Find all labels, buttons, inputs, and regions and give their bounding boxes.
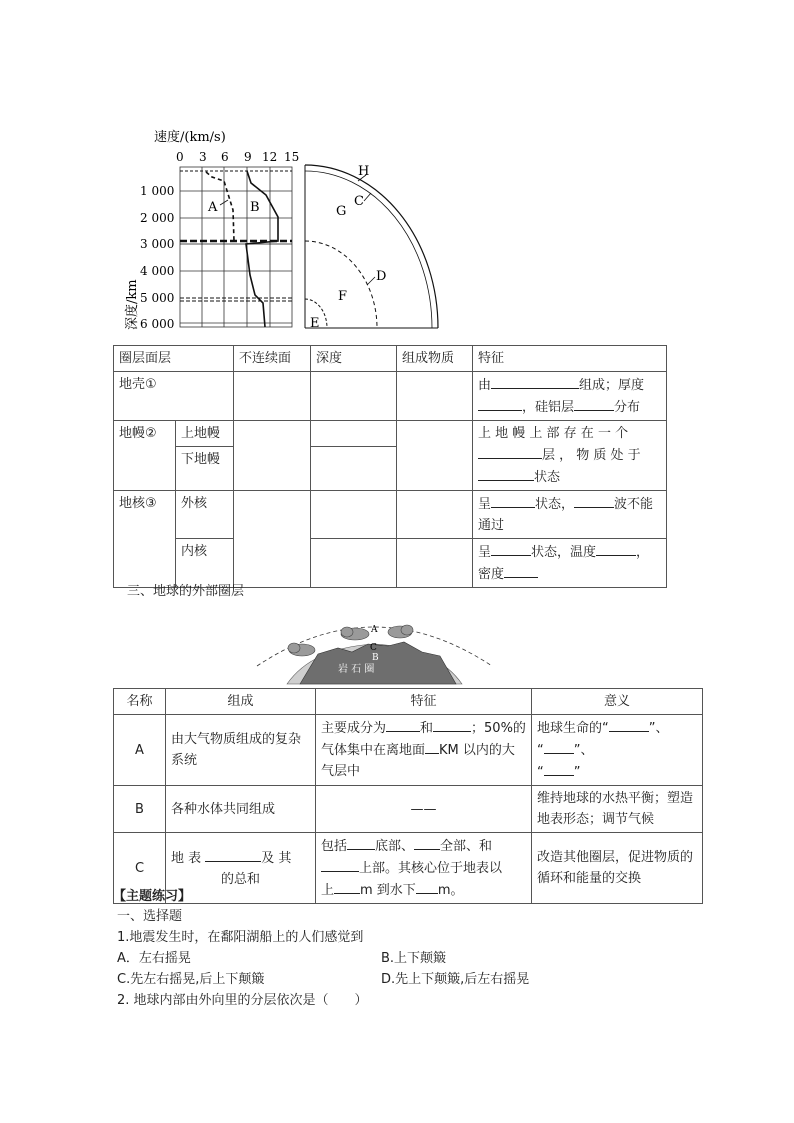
answer-blank[interactable] bbox=[321, 857, 359, 872]
x-tick: 12 bbox=[262, 150, 278, 164]
answer-blank[interactable] bbox=[416, 879, 438, 894]
discontinuity-lines bbox=[180, 171, 292, 301]
layer-name: 地壳① bbox=[114, 372, 234, 421]
answer-blank[interactable] bbox=[478, 396, 522, 411]
blank-cell bbox=[234, 372, 311, 421]
blank-cell bbox=[234, 491, 311, 588]
table-row-b bbox=[114, 786, 703, 833]
feature-cell: —— bbox=[316, 786, 532, 833]
table-row-crust bbox=[114, 372, 667, 421]
header-cell: 特征 bbox=[473, 346, 667, 372]
depth-tick: 6 000 bbox=[140, 317, 175, 331]
question-2: 2. 地球内部由外向里的分层依次是（ ） bbox=[117, 993, 368, 1008]
depth-tick: 2 000 bbox=[140, 211, 175, 225]
answer-blank[interactable] bbox=[574, 396, 614, 411]
interior-layers-table bbox=[113, 345, 667, 588]
layer-label-g: G bbox=[336, 204, 347, 219]
blank-cell bbox=[234, 421, 311, 491]
answer-blank[interactable] bbox=[491, 541, 531, 556]
depth-tick: 4 000 bbox=[140, 264, 175, 278]
answer-blank[interactable] bbox=[574, 493, 614, 508]
sphere-name: C bbox=[114, 833, 166, 904]
table-row-outer-core bbox=[114, 491, 667, 539]
table-row-a bbox=[114, 715, 703, 786]
header-cell: 不连续面 bbox=[234, 346, 311, 372]
chart-grid bbox=[180, 167, 292, 327]
layer-label-d: D bbox=[376, 269, 387, 284]
feature-cell: 包括 底部、 全部、和 上部。其核心位于地表以 上 m 到水下 m。 bbox=[316, 833, 532, 904]
answer-blank[interactable] bbox=[544, 739, 574, 754]
answer-blank[interactable] bbox=[347, 835, 375, 850]
wave-b-curve bbox=[246, 171, 278, 327]
answer-blank[interactable] bbox=[609, 717, 649, 732]
composition-cell: 各种水体共同组成 bbox=[166, 786, 316, 833]
feature-cell: 主要成分为 和 ；50%的气体集中在离地面 KM 以内的大气层中 bbox=[316, 715, 532, 786]
option-a[interactable]: A．左右摇晃 bbox=[117, 951, 191, 966]
option-b[interactable]: B.上下颠簸 bbox=[381, 951, 447, 966]
answer-blank[interactable] bbox=[205, 847, 261, 862]
header-cell: 深度 bbox=[311, 346, 397, 372]
x-tick: 0 bbox=[176, 150, 184, 164]
answer-blank[interactable] bbox=[433, 717, 471, 732]
feature-cell: 呈 状态，温度 ， 密度 bbox=[473, 539, 667, 588]
depth-ticks bbox=[140, 184, 174, 331]
depth-tick: 5 000 bbox=[140, 291, 175, 305]
composition-cell: 地 表 及 其 的总和 bbox=[166, 833, 316, 904]
depth-tick: 3 000 bbox=[140, 237, 175, 251]
layer-label-e: E bbox=[310, 316, 320, 331]
significance-cell: 地球生命的“ ”、 “ ”、 “ ” bbox=[532, 715, 703, 786]
sublayer-name: 上地幔 bbox=[176, 421, 234, 447]
option-c[interactable]: C.先左右摇晃,后上下颠簸 bbox=[117, 972, 265, 987]
feature-cell: 由 组成；厚度 ，硅铝层 分布 bbox=[473, 372, 667, 421]
significance-cell: 改造其他圈层，促进物质的循环和能量的交换 bbox=[532, 833, 703, 904]
header-cell: 组成 bbox=[166, 689, 316, 715]
curve-label-b: B bbox=[250, 200, 260, 215]
layer-name: 地幔② bbox=[114, 421, 176, 491]
curve-label-a: A bbox=[208, 200, 218, 215]
blank-cell bbox=[397, 421, 473, 491]
blank-cell bbox=[311, 421, 397, 447]
answer-blank[interactable] bbox=[491, 374, 579, 389]
depth-axis-title: 深度/km bbox=[125, 279, 140, 330]
sphere-label-c: C bbox=[370, 643, 377, 653]
land-shape bbox=[300, 642, 456, 684]
feature-cell: 呈 状态， 波不能 通过 bbox=[473, 491, 667, 539]
sublayer-name: 内核 bbox=[176, 539, 234, 588]
sphere-name: A bbox=[114, 715, 166, 786]
sublayer-name: 下地幔 bbox=[176, 447, 234, 491]
answer-blank[interactable] bbox=[504, 563, 538, 578]
velocity-ticks bbox=[176, 150, 299, 164]
blank-cell bbox=[397, 491, 473, 539]
table-header-row bbox=[114, 689, 703, 715]
layer-label-h: H bbox=[358, 164, 370, 179]
practice-heading: 【主题练习】 bbox=[113, 889, 192, 904]
sphere-label-b: B bbox=[372, 653, 379, 663]
depth-tick: 1 000 bbox=[140, 184, 175, 198]
layer-label-f: F bbox=[338, 289, 348, 304]
question-1: 1.地震发生时，在鄱阳湖船上的人们感觉到 bbox=[117, 930, 364, 945]
answer-blank[interactable] bbox=[425, 739, 439, 754]
header-cell: 圈层面层 bbox=[114, 346, 234, 372]
answer-blank[interactable] bbox=[544, 761, 574, 776]
table-header-row bbox=[114, 346, 667, 372]
x-tick: 3 bbox=[199, 150, 207, 164]
answer-blank[interactable] bbox=[478, 466, 534, 481]
option-d[interactable]: D.先上下颠簸,后左右摇晃 bbox=[381, 972, 530, 987]
earth-section bbox=[305, 165, 438, 328]
x-tick: 15 bbox=[284, 150, 300, 164]
answer-blank[interactable] bbox=[414, 835, 440, 850]
blank-cell bbox=[397, 372, 473, 421]
header-cell: 特征 bbox=[316, 689, 532, 715]
composition-cell: 由大气物质组成的复杂系统 bbox=[166, 715, 316, 786]
external-spheres-figure bbox=[252, 608, 497, 688]
section-title: 三、地球的外部圈层 bbox=[127, 584, 245, 599]
sublayer-name: 外核 bbox=[176, 491, 234, 539]
blank-cell bbox=[311, 372, 397, 421]
header-cell: 名称 bbox=[114, 689, 166, 715]
answer-blank[interactable] bbox=[491, 493, 535, 508]
lithosphere-label: 岩 石 圈 bbox=[338, 664, 375, 675]
sphere-name: B bbox=[114, 786, 166, 833]
blank-cell bbox=[311, 539, 397, 588]
answer-blank[interactable] bbox=[478, 444, 542, 459]
layer-label-c: C bbox=[354, 194, 364, 209]
blank-cell bbox=[311, 491, 397, 539]
external-spheres-table bbox=[113, 688, 703, 904]
blank-cell bbox=[397, 539, 473, 588]
velocity-axis-title: 速度/(km/s) bbox=[154, 130, 226, 145]
x-tick: 6 bbox=[221, 150, 229, 164]
table-row-c bbox=[114, 833, 703, 904]
x-tick: 9 bbox=[244, 150, 252, 164]
header-cell: 意义 bbox=[532, 689, 703, 715]
feature-cell: 上 地 幔 上 部 存 在 一 个 层 ， 物 质 处 于 状态 bbox=[473, 421, 667, 491]
table-row-upper-mantle bbox=[114, 421, 667, 447]
answer-blank[interactable] bbox=[334, 879, 360, 894]
section-subtitle: 一、选择题 bbox=[117, 909, 183, 924]
seismic-wave-figure bbox=[120, 125, 450, 335]
answer-blank[interactable] bbox=[386, 717, 420, 732]
blank-cell bbox=[311, 447, 397, 491]
answer-blank[interactable] bbox=[596, 541, 636, 556]
layer-name: 地核③ bbox=[114, 491, 176, 588]
sphere-label-a: A bbox=[371, 625, 378, 635]
header-cell: 组成物质 bbox=[397, 346, 473, 372]
significance-cell: 维持地球的水热平衡；塑造地表形态；调节气候 bbox=[532, 786, 703, 833]
